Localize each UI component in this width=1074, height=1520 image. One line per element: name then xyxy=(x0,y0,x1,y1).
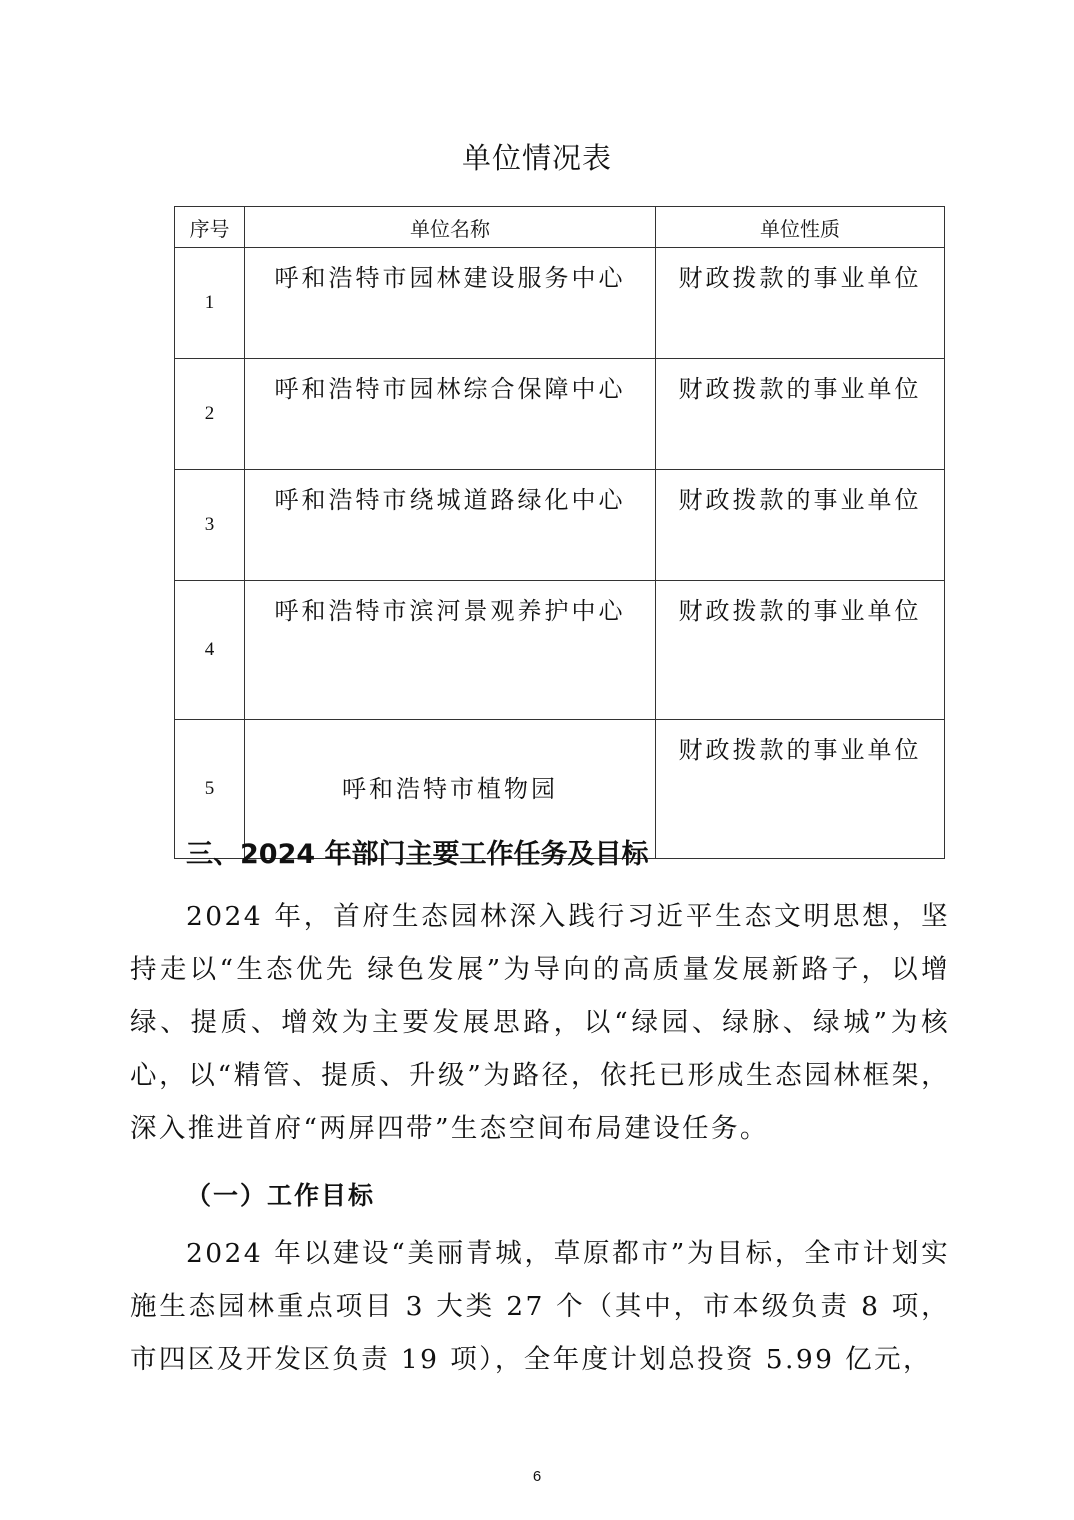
header-nature: 单位性质 xyxy=(656,207,945,248)
table-title: 单位情况表 xyxy=(461,141,612,175)
table-row xyxy=(175,581,945,720)
row-unit-name: 呼和浩特市园林建设服务中心 xyxy=(245,248,656,359)
body-paragraph xyxy=(130,1227,950,1386)
row-seq: 1 xyxy=(175,248,245,359)
row-unit-nature: 财政拨款的事业单位 xyxy=(656,248,945,359)
table-row xyxy=(175,470,945,581)
section-heading: 三、2024 年部门主要工作任务及目标 xyxy=(186,839,649,870)
row-unit-name: 呼和浩特市植物园 xyxy=(245,720,656,859)
table-row xyxy=(175,359,945,470)
row-unit-nature: 财政拨款的事业单位 xyxy=(656,581,945,720)
paragraph-text: 2024 年以建设“美丽青城，草原都市”为目标，全市计划实施生态园林重点项目 3 大类 27 个（其中，市本级负责 8 项，市四区及开发区负责 19 项），全年度计划总投资 5.99 亿元， xyxy=(130,1238,950,1375)
row-unit-nature: 财政拨款的事业单位 xyxy=(656,359,945,470)
body-paragraph xyxy=(130,890,950,1155)
row-unit-nature: 财政拨款的事业单位 xyxy=(656,720,945,859)
sub-heading: （一）工作目标 xyxy=(186,1181,376,1210)
row-seq: 3 xyxy=(175,470,245,581)
paragraph-text: 2024 年，首府生态园林深入践行习近平生态文明思想，坚持走以“生态优先 绿色发展”为导向的高质量发展新路子，以增绿、提质、增效为主要发展思路，以“绿园、绿脉、绿城”为核心，以“精管、提质、升级”为路径，依托已形成生态园林框架，深入推进首府“两屏四带”生态空间布局建设任务。 xyxy=(130,901,950,1144)
row-unit-name: 呼和浩特市绕城道路绿化中心 xyxy=(245,470,656,581)
row-unit-name: 呼和浩特市园林综合保障中心 xyxy=(245,359,656,470)
page-number: 6 xyxy=(532,1468,542,1485)
unit-table xyxy=(174,206,945,859)
header-seq: 序号 xyxy=(175,207,245,248)
row-unit-nature: 财政拨款的事业单位 xyxy=(656,470,945,581)
row-seq: 2 xyxy=(175,359,245,470)
row-unit-name: 呼和浩特市滨河景观养护中心 xyxy=(245,581,656,720)
row-seq: 5 xyxy=(175,720,245,859)
table-row xyxy=(175,248,945,359)
header-name: 单位名称 xyxy=(245,207,656,248)
table-header-row xyxy=(175,207,945,248)
row-seq: 4 xyxy=(175,581,245,720)
